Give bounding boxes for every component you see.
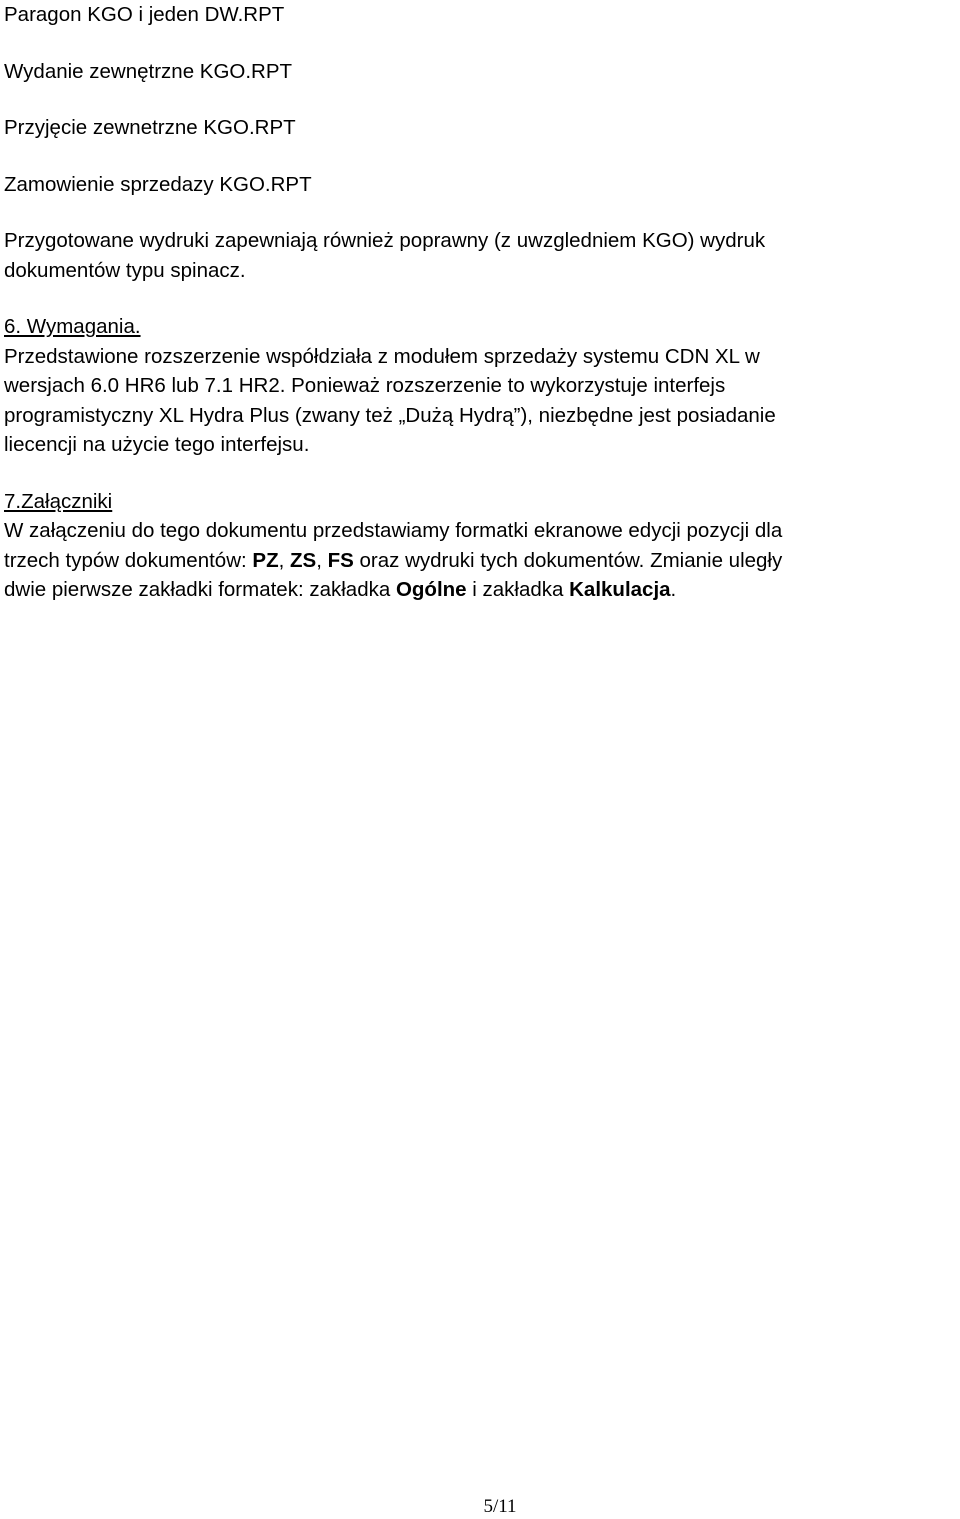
intro-paragraph (4, 226, 959, 285)
report-file-name: Przyjęcie zewnetrzne KGO.RPT (4, 116, 296, 139)
paragraph-line: programistyczny XL Hydra Plus (zwany też „Dużą Hydrą”), niezbędne jest posiadanie (4, 403, 776, 427)
section-heading: 7.Załączniki (4, 489, 113, 513)
paragraph-line: liecencji na użycie tego interfejsu. (4, 433, 310, 456)
paragraph-line: Przygotowane wydruki zapewniają również poprawny (z uwzgledniem KGO) wydruk (4, 229, 766, 252)
paragraph-line (4, 575, 959, 605)
doc-type-pz: PZ (252, 548, 279, 572)
section-heading: 6. Wymagania. (4, 315, 141, 338)
section-attachments (4, 487, 959, 605)
report-file-name: Zamowienie sprzedazy KGO.RPT (4, 172, 312, 196)
section-requirements (4, 312, 959, 460)
document-page (4, 0, 959, 605)
doc-type-fs: FS (327, 548, 354, 572)
text-span: oraz wydruki tych dokumentów. Zmianie uległy (353, 548, 783, 572)
paragraph-line: wersjach 6.0 HR6 lub 7.1 HR2. Ponieważ rozszerzenie to wykorzystuje interfejs (4, 374, 726, 397)
tab-name-calculation: Kalkulacja (569, 578, 671, 601)
report-file-name: Wydanie zewnętrzne KGO.RPT (4, 59, 293, 83)
text-span: , (278, 548, 291, 572)
text-span: i zakładka (466, 578, 570, 601)
paragraph-line (4, 546, 959, 576)
text-span: trzech typów dokumentów: (4, 548, 253, 572)
paragraph-line: dokumentów typu spinacz. (4, 258, 246, 282)
paragraph-line: Przedstawione rozszerzenie współdziała z modułem sprzedaży systemu CDN XL w (4, 344, 760, 368)
text-span: dwie pierwsze zakładki formatek: zakładka (4, 578, 396, 601)
report-file-name: Paragon KGO i jeden DW.RPT (4, 3, 285, 26)
text-span: . (670, 578, 677, 601)
doc-type-zs: ZS (290, 548, 317, 572)
paragraph-line: W załączeniu do tego dokumentu przedstawiamy formatki ekranowe edycji pozycji dla (4, 519, 783, 542)
text-span: , (316, 548, 328, 572)
tab-name-general: Ogólne (395, 578, 467, 601)
page-number: 5/11 (483, 1496, 517, 1517)
